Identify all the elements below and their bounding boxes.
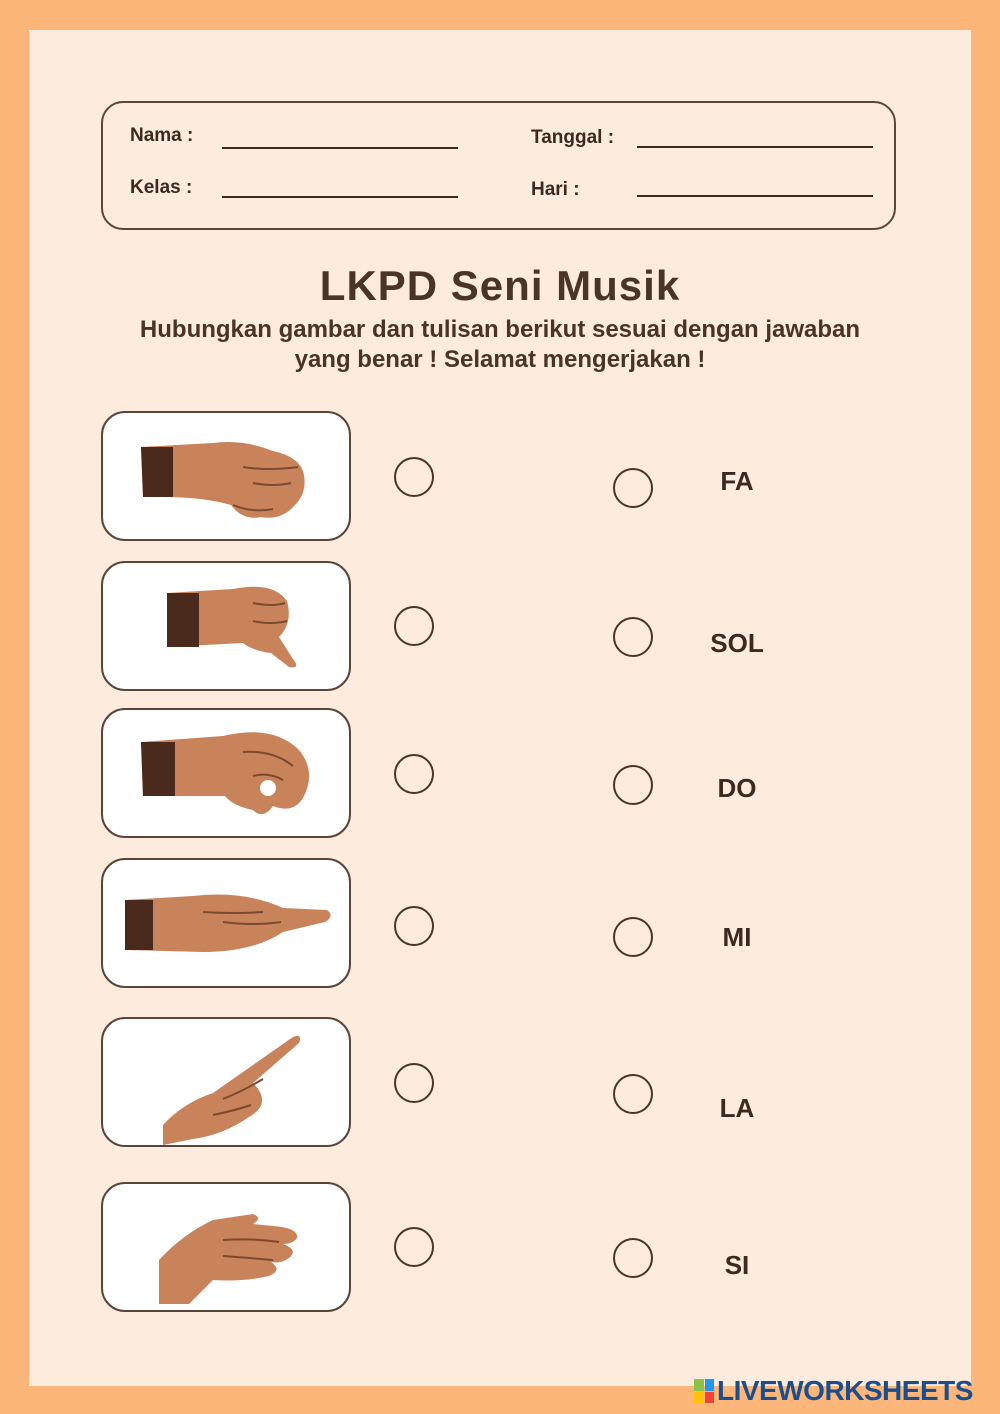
kelas-field[interactable]: [222, 196, 458, 198]
open-palm-hand-icon: [103, 1184, 349, 1310]
answer-dot-right-4[interactable]: [613, 917, 653, 957]
note-label-5: LA: [719, 1093, 755, 1123]
hand-sign-card-6: [101, 1182, 351, 1312]
note-label-4: MI: [722, 922, 752, 952]
note-label-1: FA: [720, 466, 754, 496]
hand-sign-card-1: [101, 411, 351, 541]
hand-sign-card-3: [101, 708, 351, 838]
note-label-2: SOL: [710, 628, 764, 658]
curled-fingers-hand-icon: [103, 710, 349, 836]
flat-pointing-hand-icon: [103, 860, 349, 986]
page-title: LKPD Seni Musik: [319, 262, 681, 309]
kelas-label: Kelas :: [130, 177, 193, 198]
tanggal-label: Tanggal :: [531, 127, 615, 148]
student-info-box: [101, 101, 896, 230]
instruction-line-2: yang benar ! Selamat mengerjakan !: [294, 346, 706, 373]
pointing-up-hand-icon: [103, 1019, 349, 1145]
answer-dot-left-5[interactable]: [394, 1063, 434, 1103]
answer-dot-right-6[interactable]: [613, 1238, 653, 1278]
tanggal-field[interactable]: [637, 146, 873, 148]
fist-hand-icon: [103, 413, 349, 539]
answer-dot-right-5[interactable]: [613, 1074, 653, 1114]
hand-sign-card-2: [101, 561, 351, 691]
liveworksheets-brand: [694, 1374, 973, 1408]
note-label-6: SI: [724, 1250, 750, 1280]
answer-dot-right-1[interactable]: [613, 468, 653, 508]
answer-dot-right-2[interactable]: [613, 617, 653, 657]
instruction-line-1: Hubungkan gambar dan tulisan berikut sesuai dengan jawaban: [139, 316, 861, 343]
nama-label: Nama :: [130, 125, 194, 146]
liveworksheets-logo-icon: [694, 1379, 714, 1403]
answer-dot-left-1[interactable]: [394, 457, 434, 497]
answer-dot-left-2[interactable]: [394, 606, 434, 646]
nama-field[interactable]: [222, 147, 458, 149]
thumb-down-hand-icon: [103, 563, 349, 689]
answer-dot-right-3[interactable]: [613, 765, 653, 805]
hand-sign-card-4: [101, 858, 351, 988]
hand-sign-card-5: [101, 1017, 351, 1147]
hari-field[interactable]: [637, 195, 873, 197]
answer-dot-left-4[interactable]: [394, 906, 434, 946]
answer-dot-left-6[interactable]: [394, 1227, 434, 1267]
note-label-3: DO: [717, 773, 757, 803]
answer-dot-left-3[interactable]: [394, 754, 434, 794]
brand-text: LIVEWORKSHEETS: [717, 1375, 973, 1406]
hari-label: Hari :: [531, 179, 580, 200]
